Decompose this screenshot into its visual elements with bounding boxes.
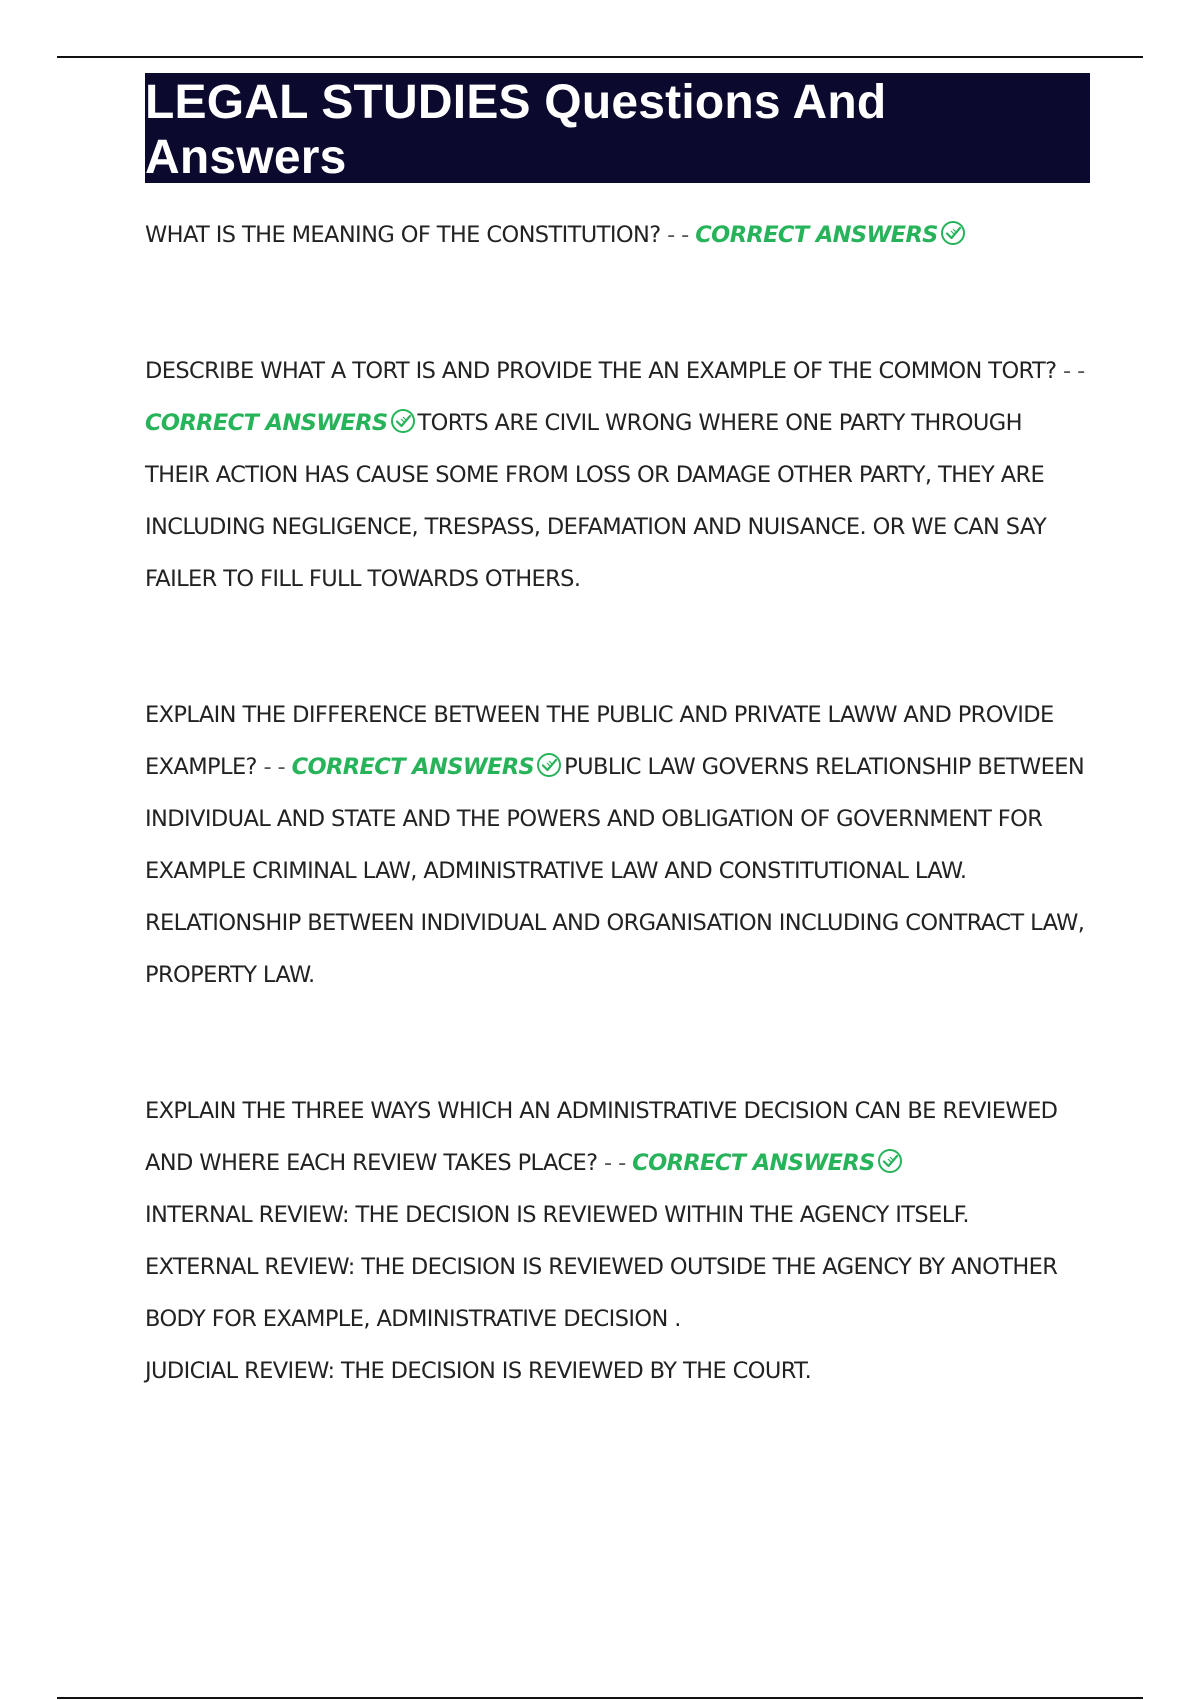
title-banner xyxy=(145,73,1090,183)
question-text: WHAT IS THE MEANING OF THE CONSTITUTION? xyxy=(145,222,661,248)
answer-line: EXTERNAL REVIEW: THE DECISION IS REVIEWED OUTSIDE THE AGENCY BY ANOTHER BODY FOR EXAMPLE, ADMINISTRATIVE DECISION . xyxy=(145,1254,1058,1332)
bottom-rule xyxy=(57,1697,1143,1699)
check-badge-icon xyxy=(940,213,966,239)
check-badge-icon xyxy=(877,1141,903,1167)
answer-label: CORRECT ANSWERS xyxy=(695,222,938,248)
separator-dash: - - xyxy=(263,754,286,780)
qa-item xyxy=(145,209,1090,261)
question-text: EXPLAIN THE THREE WAYS WHICH AN ADMINISTRATIVE DECISION CAN BE REVIEWED AND WHERE EACH REVIEW TAKES PLACE? xyxy=(145,1098,1058,1176)
question-text: EXPLAIN THE DIFFERENCE BETWEEN THE PUBLIC AND PRIVATE LAWW AND PROVIDE EXAMPLE? xyxy=(145,702,1054,780)
question-text: DESCRIBE WHAT A TORT IS AND PROVIDE THE AN EXAMPLE OF THE COMMON TORT? xyxy=(145,358,1057,384)
qa-item xyxy=(145,689,1090,1001)
separator-dash: - - xyxy=(1063,358,1085,384)
page-title: LEGAL STUDIES Questions And Answers xyxy=(145,76,887,184)
answer-line: JUDICIAL REVIEW: THE DECISION IS REVIEWED BY THE COURT. xyxy=(145,1358,812,1384)
check-badge-icon xyxy=(390,401,416,427)
document-body xyxy=(145,73,1090,1481)
answer-line: INTERNAL REVIEW: THE DECISION IS REVIEWED WITHIN THE AGENCY ITSELF. xyxy=(145,1202,969,1228)
answer-text: PUBLIC LAW GOVERNS RELATIONSHIP BETWEEN INDIVIDUAL AND STATE AND THE POWERS AND OBLIGATION OF GOVERNMENT FOR EXAMPLE CRIMINAL LAW, ADMINISTRATIVE LAW AND CONSTITUTIONAL LAW. RELATIONSHIP BETWEEN INDIVIDUAL AND ORGANISATION INCLUDING CONTRACT LAW, PROPERTY LAW. xyxy=(145,754,1085,988)
qa-item xyxy=(145,345,1090,605)
answer-label: CORRECT ANSWERS xyxy=(632,1150,875,1176)
separator-dash: - - xyxy=(667,222,689,248)
answer-label: CORRECT ANSWERS xyxy=(291,754,535,780)
qa-item xyxy=(145,1085,1090,1397)
check-badge-icon xyxy=(536,745,562,771)
separator-dash: - - xyxy=(604,1150,626,1176)
top-rule xyxy=(57,56,1143,58)
answer-label: CORRECT ANSWERS xyxy=(145,410,388,436)
answer-text: TORTS ARE CIVIL WRONG WHERE ONE PARTY THROUGH THEIR ACTION HAS CAUSE SOME FROM LOSS OR DAMAGE OTHER PARTY, THEY ARE INCLUDING NEGLIGENCE, TRESPASS, DEFAMATION AND NUISANCE. OR WE CAN SAY FAILER TO FILL FULL TOWARDS OTHERS. xyxy=(145,410,1047,592)
